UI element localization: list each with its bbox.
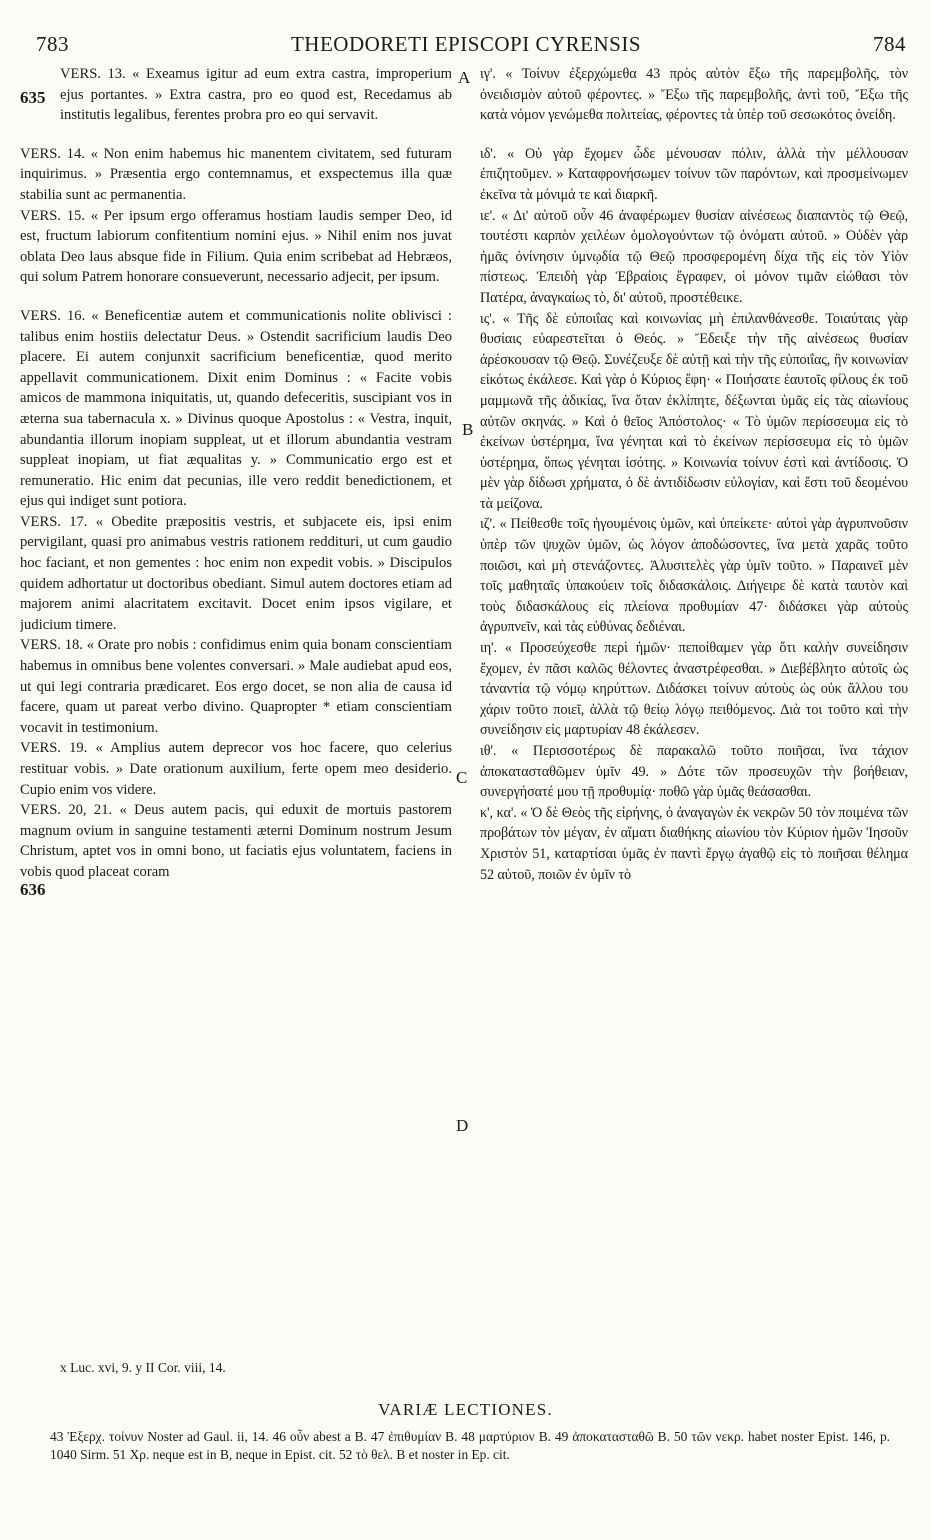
- scripture-footnote: x Luc. xvi, 9. y II Cor. viii, 14.: [60, 1360, 226, 1375]
- section-marker-a: A: [458, 68, 471, 87]
- greek-verse-16: ις'. « Τῆς δὲ εὐποιΐας καὶ κοινωνίας μὴ ἐπιλανθάνεσθε. Τοιαύταις γὰρ θυσίαις εὐαρεστεῖται ὁ Θεός. » Ἔδειξε τὴν τῆς αἰνέσεως θυσίαν ἀρέσκουσαν τῷ Θεῷ. Συνέζευξε δὲ αὐτῇ καὶ τὴν τῆς εὐποιΐας, ἣν κοινωνίαν εἰκότως ἐκάλεσε. Καὶ γὰρ ὁ Κύριος ἔφη· « Ποιήσατε ἑαυτοῖς φίλους ἐκ τοῦ μαμμωνᾶ τῆς ἀδικίας, ἵνα ὅταν ἐκλίπητε, δέξωνται ὑμᾶς εἰς τὰς αἰωνίους αὐτῶν σκηνάς. » Καὶ ὁ θεῖος Ἀπόστολος· « Τὸ ὑμῶν περίσσευμα εἰς τὸ ἐκείνων ὑστέρημα, ἵνα γένηται καὶ τὸ ἐκείνων περίσσευμα εἰς τὸ ὑμῶν ὑστέρημα, ὅπως γένηται ἰσότης. » Κοινωνία τοίνυν ἐστὶ καὶ ἀντίδοσις. Ὁ μὲν γὰρ δίδωσι χρήματα, ὁ δὲ ἀντιδίδωσιν εὐλογίαν, καὶ ἔστι τοῦ δεομένου τὰ μείζονα.: [480, 310, 908, 512]
- latin-verse-14: VERS. 14. « Non enim habemus hic manentem civitatem, sed futuram inquirimus. » Præsentia ergo contemnamus, et exspectemus illa quæ stabilia sunt ac permanentia.: [20, 145, 452, 203]
- running-header: [26, 32, 906, 58]
- variae-lectiones-notes: 43 Ἐξερχ. τοίνυν Noster ad Gaul. ii, 14. 46 οὖν abest a B. 47 ἐπιθυμίαν B. 48 μαρτύριον B. 49 ἀποκατασταθῶ B. 50 τῶν νεκρ. habet noster Epist. 146, p. 1040 Sirm. 51 Χρ. neque est in B, neque in Epist. cit. 52 τὸ θελ. B et noster in Ep. cit.: [50, 1429, 890, 1462]
- greek-column: [480, 64, 908, 1360]
- section-marker-b: B: [462, 420, 474, 439]
- latin-verse-19: VERS. 19. « Amplius autem deprecor vos hoc facere, quo celerius restituar vobis. » Date orationum auxilium, ferte opem meo desiderio. Cupio enim vos videre.: [20, 740, 452, 798]
- latin-verse-18: VERS. 18. « Orate pro nobis : confidimus enim quia bonam conscientiam habemus in omnibus bene volentes conversari. » Male audiebat apud eos, ut qui legi contraria prædicaret. Eos ergo docet, se non alia de causa id facere, quam ut pareat verbo divino. Quapropter * etiam conscientiam vocavit in testimonium.: [20, 637, 452, 736]
- running-title: THEODORETI EPISCOPI CYRENSIS: [290, 32, 642, 56]
- greek-verse-13: ιγ'. « Τοίνυν ἐξερχώμεθα 43 πρὸς αὐτὸν ἔξω τῆς παρεμβολῆς, τὸν ὀνειδισμὸν αὐτοῦ φέροντες. » Ἔξω τῆς παρεμβολῆς, ἀντὶ τοῦ, Ἔξω τῆς κατὰ νόμον γενώμεθα πολιτείας, φέροντες τὰ ὑπὲρ τοῦ σεσωκότος ὀνείδη.: [480, 66, 908, 124]
- latin-verse-17: VERS. 17. « Obedite præpositis vestris, et subjacete eis, ipsi enim pervigilant, quasi pro animabus vestris rationem reddituri, ut cum gaudio hoc faciant, et non gementes : hoc enim non expedit vobis. » Discipulos quidem adhortatur ut doctoribus obediant. Simul autem doctores etiam ad majorem animi alacritatem excitavit. Docet enim ipsos vigilare, et judicium timere.: [20, 513, 452, 633]
- greek-verse-15: ιε'. « Δι' αὐτοῦ οὖν 46 ἀναφέρωμεν θυσίαν αἰνέσεως διαπαντὸς τῷ Θεῷ, τουτέστι καρπὸν χειλέων ὁμολογούντων τῷ ὀνόματι αὐτοῦ. » Οὐδὲν γὰρ ἡμᾶς ὀνίνησιν ὑμνῳδία τῷ Θεῷ προσφερομένη δίχα τῆς εἰς τὸν Υἱὸν πίστεως. Ἐπειδὴ γὰρ Ἑβραίοις ἔγραφεν, οἱ μόνον τιμᾶν εἰώθασι τὸν Πατέρα, ἀναγκαίως τὸ, δι' αὐτοῦ, προστέθεικε.: [480, 207, 908, 306]
- section-marker-d: D: [456, 1116, 469, 1135]
- latin-verse-15: VERS. 15. « Per ipsum ergo offeramus hostiam laudis semper Deo, id est, fructum labiorum confitentium nomini ejus. » Nihil enim nos juvat oblata Deo laus absque fide in Filium. Quia enim scribebat ad Hebræos, qui solum Patrem honorare consueverunt, necessario adjecit, per ipsum.: [20, 207, 452, 286]
- variae-lectiones-title: VARIÆ LECTIONES.: [378, 1400, 553, 1419]
- greek-verse-19: ιθ'. « Περισσοτέρως δὲ παρακαλῶ τοῦτο ποιῆσαι, ἵνα τάχιον ἀποκατασταθῶμεν ὑμῖν 49. » Δότε τῶν προσευχῶν τὴν βοήθειαν, συνεργήσατέ μου τῇ προθυμίᾳ· ποθῶ γὰρ ὑμᾶς θεάσασθαι.: [480, 743, 908, 801]
- page-number-right: 784: [873, 32, 906, 56]
- greek-verse-18: ιη'. « Προσεύχεσθε περὶ ἡμῶν· πεποίθαμεν γὰρ ὅτι καλὴν συνείδησιν ἔχομεν, ἐν πᾶσι καλῶς θέλοντες ἀναστρέφεσθαι. » Διεβέβλητο αὐτοῖς ὡς τἀναντία τῷ νόμῳ κηρύττων. Διδάσκει τοίνυν αὐτοὺς ὡς οὐκ ἄλλου του χάριν τοῦτο ποιεῖ, ἀλλὰ τῷ θείῳ λόγῳ πειθόμενος. Διὰ τοι τοῦτο καὶ τὴν συνείδησιν εἰς μαρτυρίαν 48 ἐκάλεσεν.: [480, 640, 908, 739]
- latin-verse-20-21: VERS. 20, 21. « Deus autem pacis, qui eduxit de mortuis pastorem magnum ovium in sanguine testamenti æterni Dominum nostrum Jesum Christum, aptet vos in omni bono, ut faciatis ejus voluntatem, faciens in vobis quod placeat coram: [20, 802, 452, 880]
- margin-column-number-635: 635: [20, 88, 46, 107]
- latin-column: [20, 64, 452, 1360]
- margin-column-number-636: 636: [20, 880, 46, 899]
- latin-verse-16: VERS. 16. « Beneficentiæ autem et communicationis nolite oblivisci : talibus enim hostiis delectatur Deus. » Ostendit sacrificium laudis Deo placere. Ei autem conjunxit sacrificium beneficentiæ, quod merito appellavit communicationem. Dixit enim Dominus : « Facite vobis amicos de mammona iniquitatis, ut, quando defeceritis, suscipiant vos in æterna sua tabernacula x. » Divinus quoque Apostolus : « Vestra, inquit, abundantia illorum inopiam suppleat, ut et illorum abundantia vestram suppleat inopiam, ut fiat æqualitas y. » Communicatio ergo est et remuneratio. Hic enim dat pecunias, ille vero reddit benedictionem, et ejus qui indiget sunt potiora.: [20, 307, 452, 510]
- greek-verse-17: ιζ'. « Πείθεσθε τοῖς ἡγουμένοις ὑμῶν, καὶ ὑπείκετε· αὐτοὶ γὰρ ἀγρυπνοῦσιν ὑπὲρ τῶν ψυχῶν ὑμῶν, ὡς λόγον ἀποδώσοντες, ἵνα μετὰ χαρᾶς τοῦτο ποιῶσι, καὶ μὴ στενάζοντες. Ἀλυσιτελὲς γὰρ ὑμῖν τοῦτο. » Παραινεῖ μὲν τοῖς μαθηταῖς ὑπακούειν τοῖς διδασκάλοις. Διήγειρε δὲ κατὰ ταυτὸν καὶ τοὺς διδασκάλους εἰς πλείονα προθυμίαν 47· διδάσκει γὰρ αὐτοὺς ἀγρυπνεῖν, καὶ τὰς εὐθύνας δεδιέναι.: [480, 516, 908, 636]
- section-marker-c: C: [456, 768, 468, 787]
- page-number-left: 783: [36, 32, 69, 56]
- greek-verse-14: ιδ'. « Οὐ γὰρ ἔχομεν ὧδε μένουσαν πόλιν, ἀλλὰ τὴν μέλλουσαν ἐπιζητοῦμεν. » Καταφρονήσωμεν τοίνυν τῶν παρόντων, καὶ προσμείνωμεν ἐκεῖνα τὰ μόνιμά τε καὶ διαρκῆ.: [480, 145, 908, 203]
- greek-verse-20-21: κ', κα'. « Ὁ δὲ Θεὸς τῆς εἰρήνης, ὁ ἀναγαγὼν ἐκ νεκρῶν 50 τὸν ποιμένα τῶν προβάτων τὸν μέγαν, ἐν αἵματι διαθήκης αἰωνίου τὸν Κύριον ἡμῶν Ἰησοῦν Χριστὸν 51, καταρτίσαι ὑμᾶς ἐν παντὶ ἔργῳ ἀγαθῷ εἰς τὸ ποιῆσαι θέλημα 52 αὐτοῦ, ποιῶν ἐν ὑμῖν τὸ: [480, 804, 908, 883]
- latin-verse-13: VERS. 13. « Exeamus igitur ad eum extra castra, improperium ejus portantes. » Extra castra, pro eo quod est, Recedamus ab institutis legalibus, ferentes probra pro eo qui servavit.: [60, 66, 452, 124]
